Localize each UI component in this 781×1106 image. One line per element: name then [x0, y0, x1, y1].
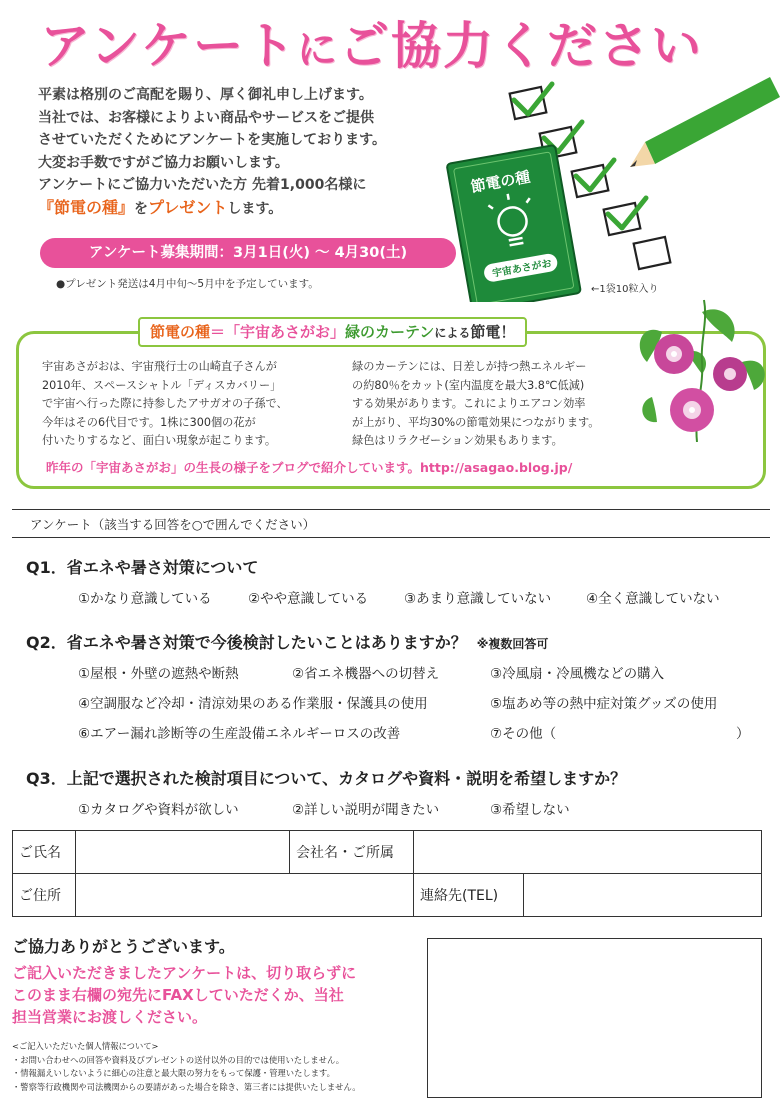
q2-option[interactable]: ①屋根・外壁の遮熱や断熱 [78, 666, 239, 682]
fax-instruction-line: ご記入いただきましたアンケートは、切り取らずに [12, 964, 357, 982]
intro-text [38, 84, 478, 220]
privacy-line: ・警察等行政機関や司法機関からの要請があった場合を除き、第三者には提供いたしません。 [12, 1081, 361, 1092]
name-label: ご氏名 [13, 831, 76, 874]
intro-line: 当社では、お客様によりよい商品やサービスをご提供 [38, 109, 374, 126]
present-highlight: プレゼント [148, 197, 228, 217]
blog-link-text[interactable]: 昨年の「宇宙あさがお」の生長の様子をブログで紹介しています。http://asagao.blog.jp/ [46, 460, 573, 475]
heading-fragment: ＝ [210, 323, 226, 341]
description-line: する効果があります。これによりエアコン効率 [352, 397, 586, 411]
description-line: 緑色はリラクゼーション効果もあります。 [352, 434, 563, 448]
q2-option[interactable]: ④空調服など冷却・清涼効果のある作業服・保護具の使用 [78, 696, 428, 712]
intro-text-fragment: を [134, 200, 149, 217]
flower-icon [713, 357, 747, 391]
page-title [40, 6, 760, 76]
intro-line: アンケートにご協力いただいた方 先着1,000名様に [38, 177, 367, 193]
intro-line [38, 197, 478, 221]
divider [12, 509, 770, 510]
address-label: ご住所 [13, 874, 76, 917]
divider [12, 537, 770, 538]
heading-fragment: 節電！ [470, 323, 516, 341]
green-section-heading [138, 317, 527, 347]
tel-label: 連絡先(TEL) [414, 874, 524, 917]
q2-option[interactable]: ⑤塩あめ等の熱中症対策グッズの使用 [490, 696, 718, 712]
intro-line: 大変お手数ですがご協力お願いします。 [38, 154, 289, 171]
intro-line: させていただくためにアンケートを実施しております。 [38, 132, 387, 148]
campaign-period-badge: アンケート募集期間：3月1日(火) ～ 4月30(土) [40, 238, 456, 268]
tel-field[interactable] [524, 874, 762, 917]
heading-fragment: 節電の種 [150, 323, 211, 341]
q2-option[interactable]: ③冷風扇・冷風機などの購入 [490, 666, 665, 682]
description-line: で宇宙へ行った際に持参したアサガオの子孫で、 [42, 397, 288, 411]
q2-option-other-close: ） [736, 726, 750, 742]
question-2-note: ※複数回答可 [476, 637, 549, 651]
name-field[interactable] [76, 831, 290, 874]
heading-fragment: 「宇宙あさがお」 [225, 323, 346, 341]
title-part-1: アンケート [40, 17, 297, 75]
pencil-icon [630, 77, 780, 167]
question-2 [26, 630, 548, 653]
q1-option[interactable]: ②やや意識している [248, 591, 369, 607]
q3-option[interactable]: ①カタログや資料が欲しい [78, 802, 239, 818]
space-morning-glory-description [42, 358, 342, 451]
shipping-note: ●プレゼント発送は4月中旬～5月中を予定しています。 [56, 278, 319, 290]
fax-destination-box [427, 938, 762, 1098]
q3-option[interactable]: ②詳しい説明が聞きたい [292, 802, 440, 818]
company-label: 会社名・ご所属 [290, 831, 414, 874]
fax-instructions [12, 962, 422, 1028]
company-field[interactable] [414, 831, 762, 874]
q1-option[interactable]: ④全く意識していない [586, 591, 720, 607]
question-2-label: Q2．省エネや暑さ対策で今後検討したいことはありますか？ [26, 633, 467, 652]
intro-line: 平素は格別のご高配を賜り、厚く御礼申し上げます。 [38, 87, 373, 103]
q1-option[interactable]: ①かなり意識している [78, 591, 212, 607]
heading-fragment: 緑のカーテン [345, 323, 435, 341]
description-line: 2010年、スペースシャトル「ディスカバリー」 [42, 378, 282, 392]
fax-instruction-line: このまま右欄の宛先にFAXしていただくか、当社 [12, 986, 344, 1004]
bag-contents-note: ←1袋10粒入り [591, 284, 659, 295]
description-line: 今年はその6代目です。1株に300個の花が [42, 415, 256, 429]
seed-packet-icon [447, 145, 581, 302]
title-part-3: ご協力ください [339, 17, 703, 75]
description-line: 緑のカーテンには、日差しが持つ熱エネルギー [352, 360, 587, 373]
survey-heading: アンケート（該当する回答を○で囲んでください） [30, 517, 316, 532]
morning-glory-flowers-icon [632, 292, 772, 442]
privacy-notice [12, 1040, 432, 1094]
q2-option[interactable]: ⑥エアー漏れ診断等の生産設備エネルギーロスの改善 [78, 726, 401, 742]
flower-icon [670, 388, 714, 432]
address-field[interactable] [76, 874, 414, 917]
checklist-pencil-illustration [440, 72, 780, 302]
description-line: が上がり、平均30%の節電効果につながります。 [352, 415, 600, 429]
title-part-2: に [297, 27, 339, 73]
heading-fragment: による [434, 326, 471, 340]
privacy-line: <ご記入いただいた個人情報について> [12, 1041, 159, 1051]
privacy-line: ・情報漏えいしないように細心の注意と最大限の努力をもって保護・管理いたします。 [12, 1068, 335, 1079]
description-line: 宇宙あさがおは、宇宙飛行士の山崎直子さんが [42, 360, 277, 373]
thank-you-message: ご協力ありがとうございます。 [12, 937, 235, 956]
packet-label: 宇宙あさがお [491, 258, 553, 280]
q3-option[interactable]: ③希望しない [490, 802, 570, 818]
contact-form [12, 830, 762, 917]
green-curtain-description [352, 358, 652, 451]
q1-option[interactable]: ③あまり意識していない [404, 591, 552, 607]
description-line: の約80％をカット(室内温度を最大3.8℃低減) [352, 378, 585, 392]
q2-option-other[interactable]: ⑦その他（ [490, 726, 557, 742]
present-item-highlight: 『節電の種』 [38, 197, 135, 217]
fax-instruction-line: 担当営業にお渡しください。 [12, 1008, 208, 1026]
question-3: Q3．上記で選択された検討項目について、カタログや資料・説明を希望しますか？ [26, 769, 627, 788]
intro-text-fragment: します。 [227, 200, 283, 217]
description-line: 付いたりするなど、面白い現象が起こります。 [42, 434, 277, 448]
question-1: Q1．省エネや暑さ対策について [26, 558, 259, 577]
privacy-line: ・お問い合わせへの回答や資料及びプレゼントの送付以外の目的では使用いたしません。 [12, 1054, 345, 1065]
q2-option[interactable]: ②省エネ機器への切替え [292, 666, 440, 682]
packet-title: 節電の種 [469, 167, 532, 197]
flower-icon [654, 334, 694, 374]
